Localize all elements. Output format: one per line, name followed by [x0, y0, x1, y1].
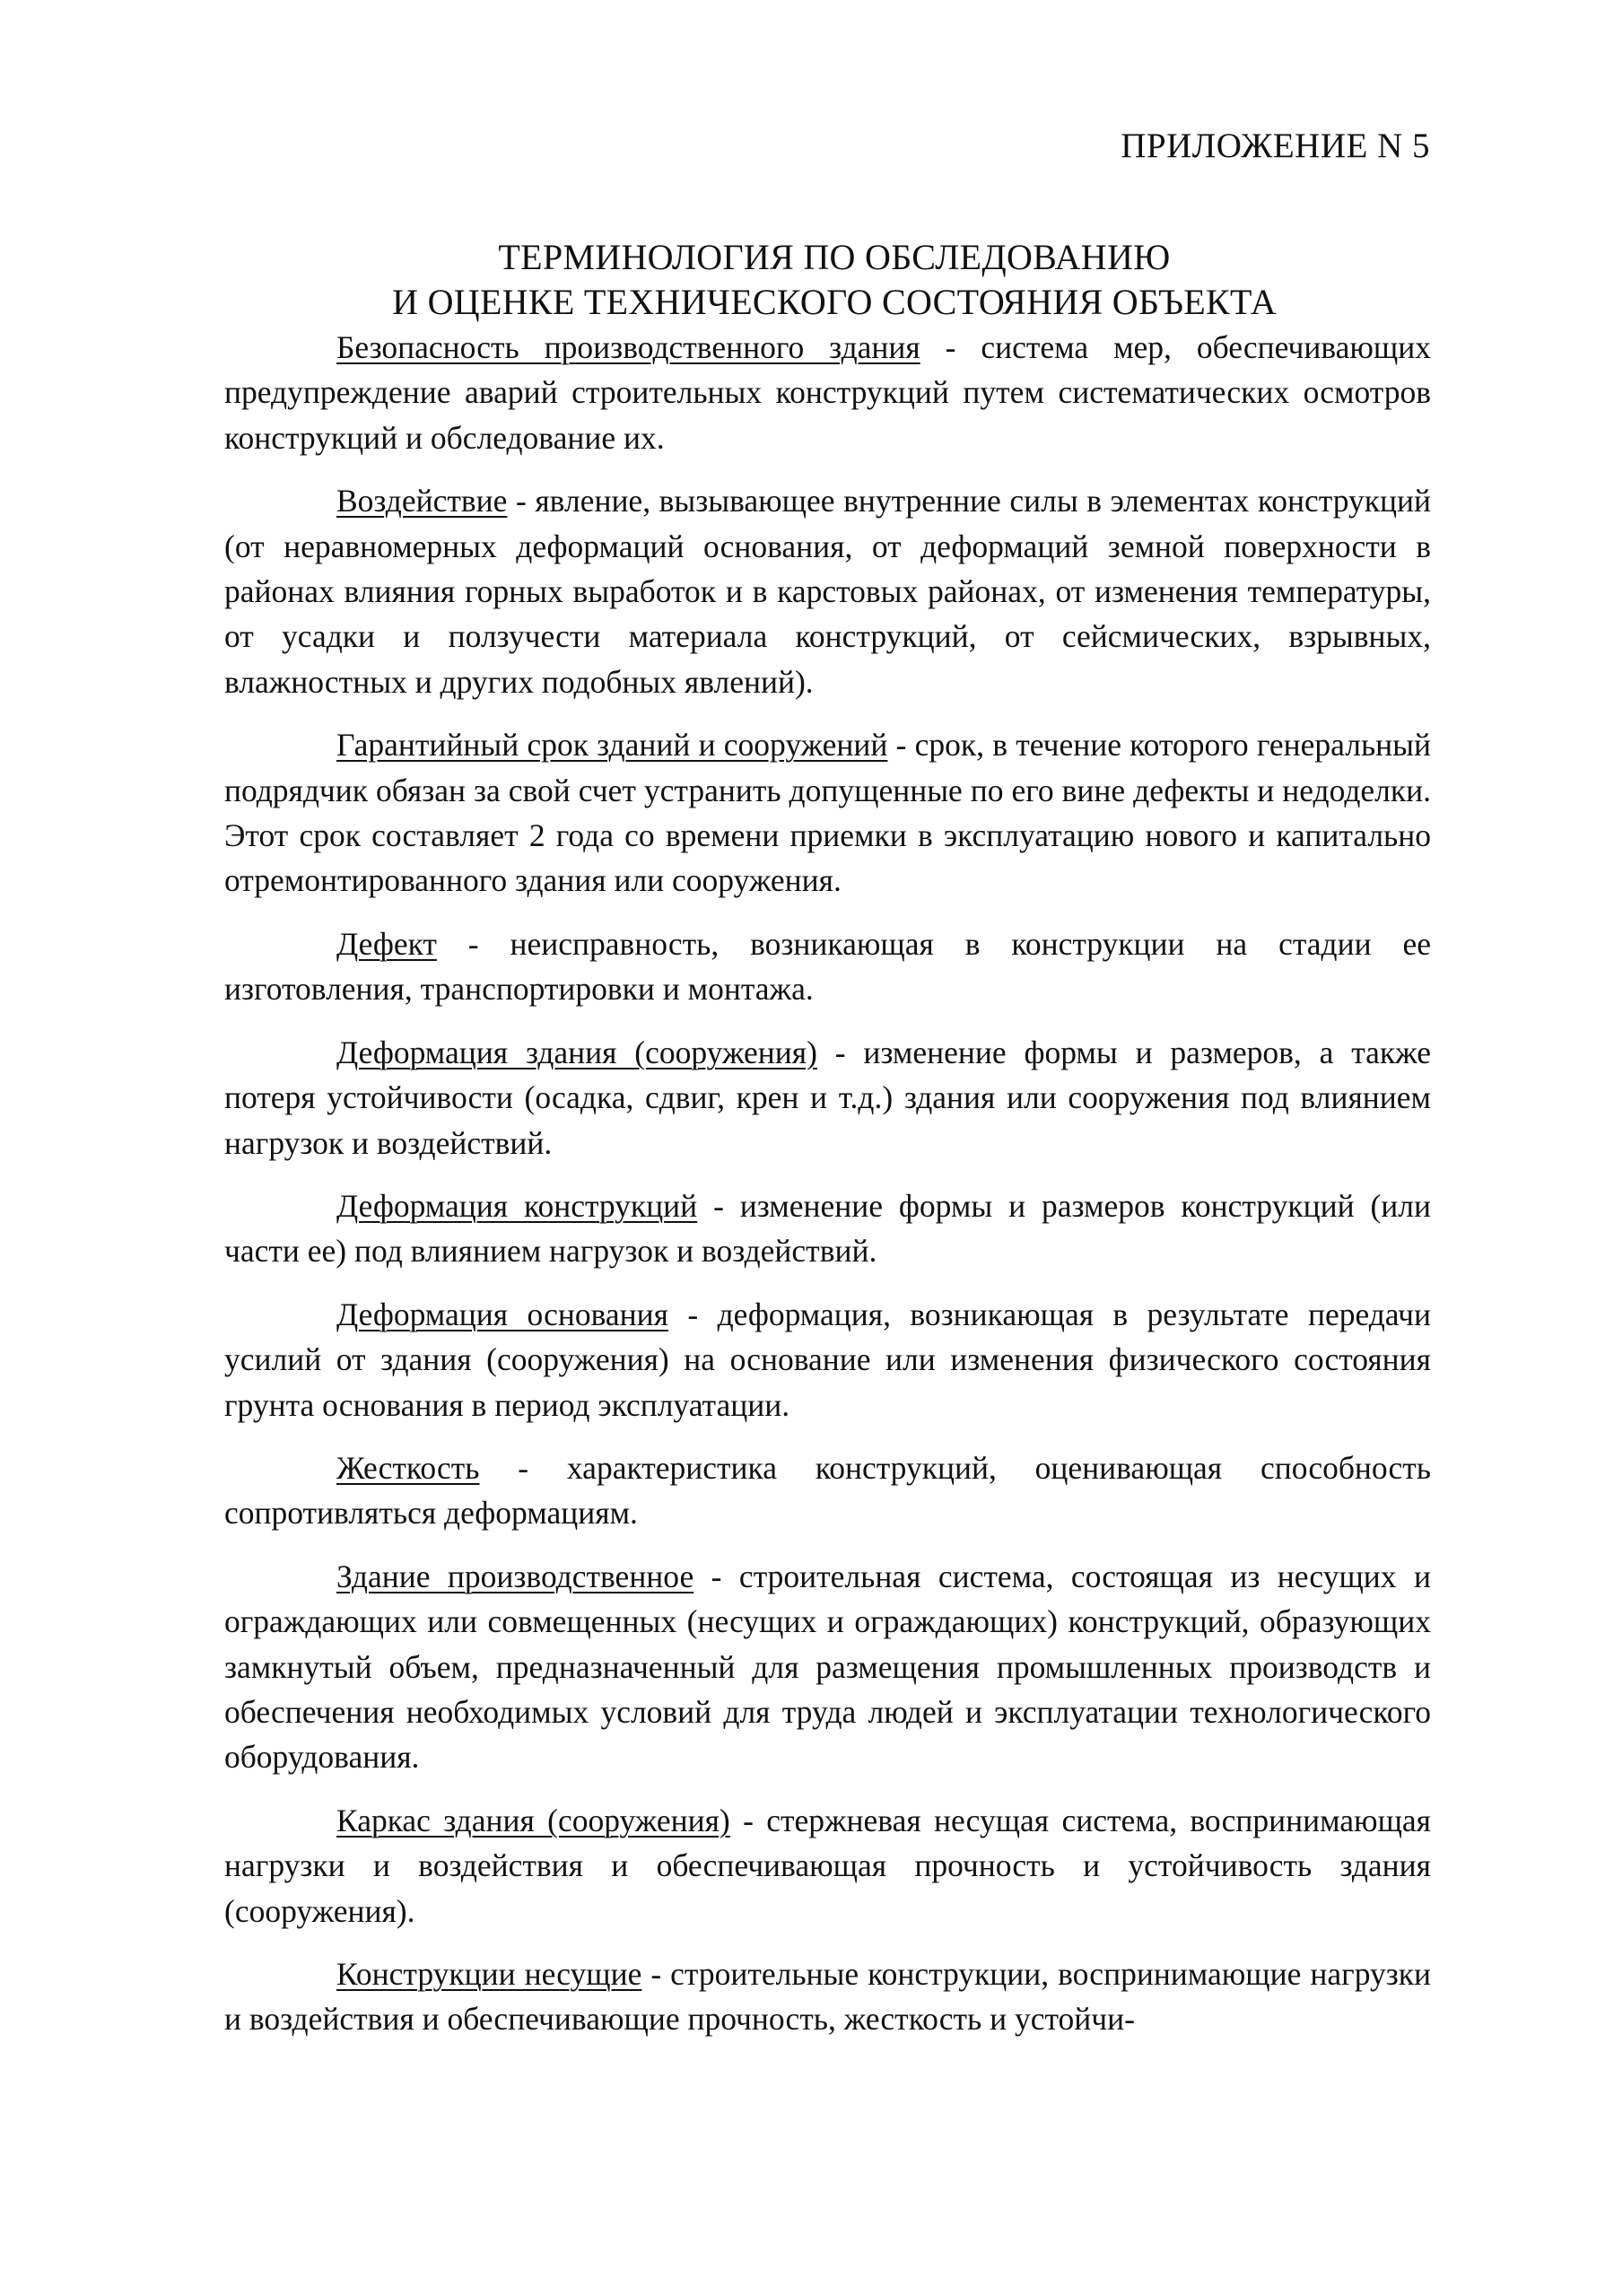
document-title-line-1: ТЕРМИНОЛОГИЯ ПО ОБСЛЕДОВАНИЮ [498, 237, 1171, 277]
term: Деформация здания (сооружения) [336, 1034, 817, 1070]
definition: - строительная система, состоящая из несущих и ограждающих или совмещенных (несущих и ограждающих) конструкций, образующих замкнутый объем, предназначенный для размещения промышленных производств и обеспечения необходимых условий для труда людей и эксплуатации технологического оборудования. [224, 1558, 1431, 1776]
term: Жесткость [336, 1449, 480, 1486]
entry-stiffness [224, 1445, 1431, 1536]
term: Каркас здания (сооружения) [336, 1802, 730, 1838]
document-title-line-2: И ОЦЕНКЕ ТЕХНИЧЕСКОГО СОСТОЯНИЯ ОБЪЕКТА [392, 282, 1277, 322]
document-title [224, 235, 1444, 325]
entry-building-deformation [224, 1030, 1431, 1165]
entry-impact [224, 478, 1431, 704]
entry-load-bearing [224, 1951, 1431, 2042]
terminology-list [224, 325, 1431, 2060]
definition: - система мер, обеспечивающих предупреждение аварий строительных конструкций путем систематических осмотров конструкций и обследование их. [224, 329, 1431, 456]
definition: - изменение формы и размеров, а также потеря устойчивости (осадка, сдвиг, крен и т.д.) здания или сооружения под влиянием нагрузок и воздействий. [224, 1034, 1431, 1161]
definition: - стержневая несущая система, воспринимающая нагрузки и воздействия и обеспечивающая прочность и устойчивость здания (сооружения). [224, 1802, 1431, 1929]
term: Гарантийный срок зданий и сооружений [336, 727, 888, 764]
term: Безопасность производственного здания [336, 329, 920, 365]
entry-industrial-building [224, 1554, 1431, 1780]
entry-safety [224, 325, 1431, 460]
entry-structure-deformation [224, 1183, 1431, 1274]
term: Воздействие [336, 483, 508, 519]
definition: - неисправность, возникающая в конструкции на стадии ее изготовления, транспортировки и монтажа. [224, 925, 1431, 1008]
definition: - явление, вызывающее внутренние силы в элементах конструкций (от неравномерных деформаций основания, от деформаций земной поверхности в районах влияния горных выработок и в карстовых районах, от изменения температуры, от усадки и ползучести материала конструкций, от сейсмических, взрывных, влажностных и других подобных явлений). [224, 483, 1431, 700]
term: Здание производственное [336, 1558, 694, 1594]
entry-defect [224, 921, 1431, 1012]
term: Дефект [336, 925, 437, 962]
definition: - срок, в течение которого генеральный подрядчик обязан за свой счет устранить допущенные по его вине дефекты и недоделки. Этот срок составляет 2 года со времени приемки в эксплуатацию нового и капитально отремонтированного здания или сооружения. [224, 727, 1431, 899]
term: Деформация конструкций [336, 1187, 698, 1224]
definition: - изменение формы и размеров конструкций (или части ее) под влиянием нагрузок и воздействий. [224, 1187, 1431, 1270]
appendix-label: ПРИЛОЖЕНИЕ N 5 [1121, 127, 1430, 165]
entry-foundation-deformation [224, 1292, 1431, 1427]
definition: - деформация, возникающая в результате передачи усилий от здания (сооружения) на основание или изменения физического состояния грунта основания в период эксплуатации. [224, 1296, 1431, 1423]
entry-warranty [224, 722, 1431, 904]
definition: - строительные конструкции, воспринимающие нагрузки и воздействия и обеспечивающие прочность, жесткость и устойчи- [224, 1956, 1431, 2038]
definition: - характеристика конструкций, оценивающая способность сопротивляться деформациям. [224, 1449, 1431, 1532]
entry-frame [224, 1798, 1431, 1934]
term: Конструкции несущие [336, 1956, 642, 1992]
term: Деформация основания [336, 1296, 668, 1332]
